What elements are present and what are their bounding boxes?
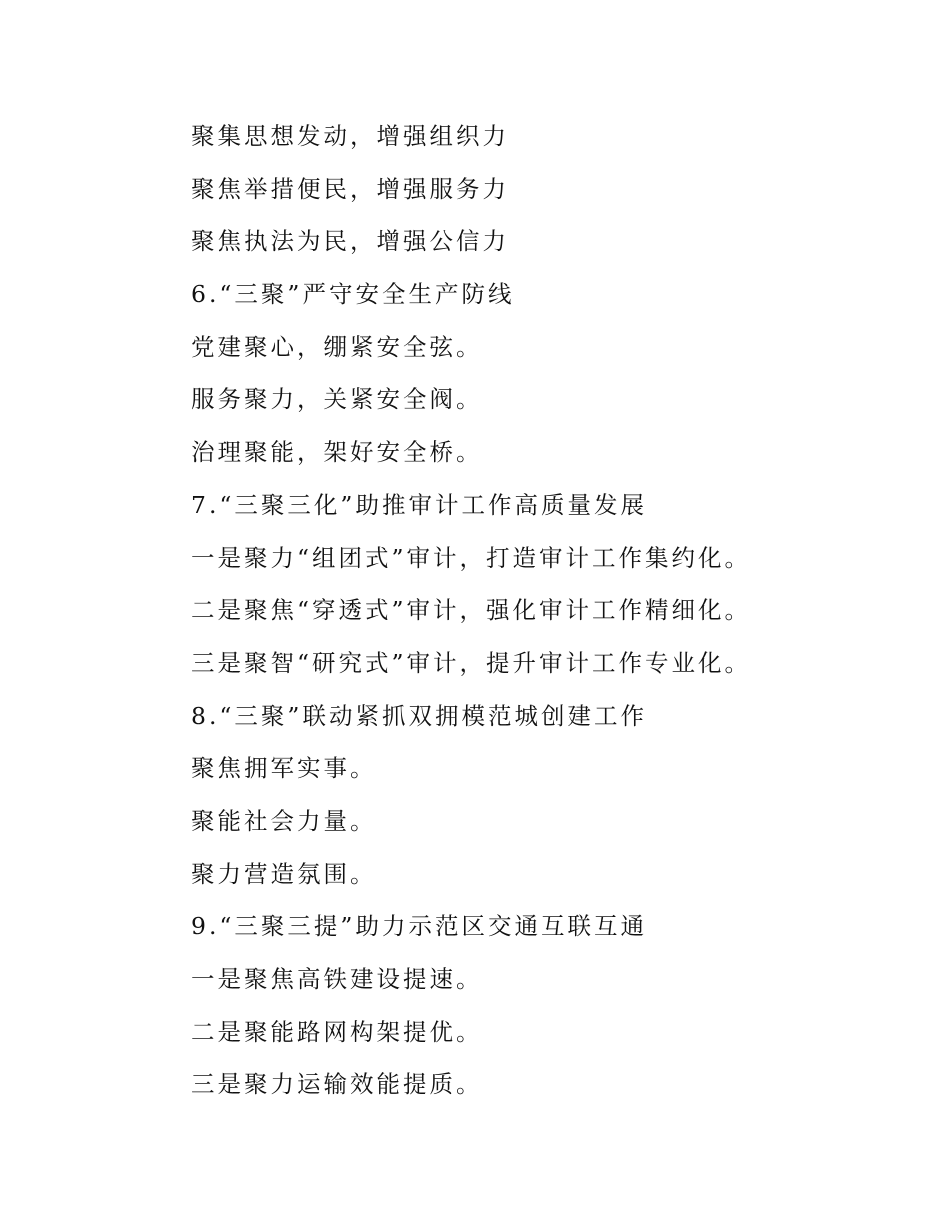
body-line: 一是聚焦高铁建设提速。 [191,965,483,993]
body-line: 聚焦举措便民，增强服务力 [191,174,509,203]
section-heading: 8.“三聚”联动紧抓双拥模范城创建工作 [191,701,647,730]
body-line: 聚集思想发动，增强组织力 [191,122,509,150]
body-line: 二是聚能路网构架提优。 [191,1017,483,1046]
body-line: 一是聚力“组团式”审计，打造审计工作集约化。 [191,543,752,572]
section-heading: 6.“三聚”严守安全生产防线 [191,280,515,309]
body-line: 聚焦执法为民，增强公信力 [191,227,509,256]
body-line: 三是聚智“研究式”审计，提升审计工作专业化。 [191,648,752,677]
body-line: 聚力营造氛围。 [191,859,377,888]
section-heading: 7.“三聚三化”助推审计工作高质量发展 [191,490,647,519]
section-heading: 9.“三聚三提”助力示范区交通互联互通 [191,912,647,941]
body-line: 党建聚心，绷紧安全弦。 [191,332,483,361]
document-body [191,110,911,1111]
body-line: 三是聚力运输效能提质。 [191,1070,483,1099]
body-line: 二是聚焦“穿透式”审计，强化审计工作精细化。 [191,596,752,625]
body-line: 聚能社会力量。 [191,806,377,835]
body-line: 治理聚能，架好安全桥。 [191,438,483,467]
body-line: 聚焦拥军实事。 [191,754,377,783]
body-line: 服务聚力，关紧安全阀。 [191,385,483,414]
